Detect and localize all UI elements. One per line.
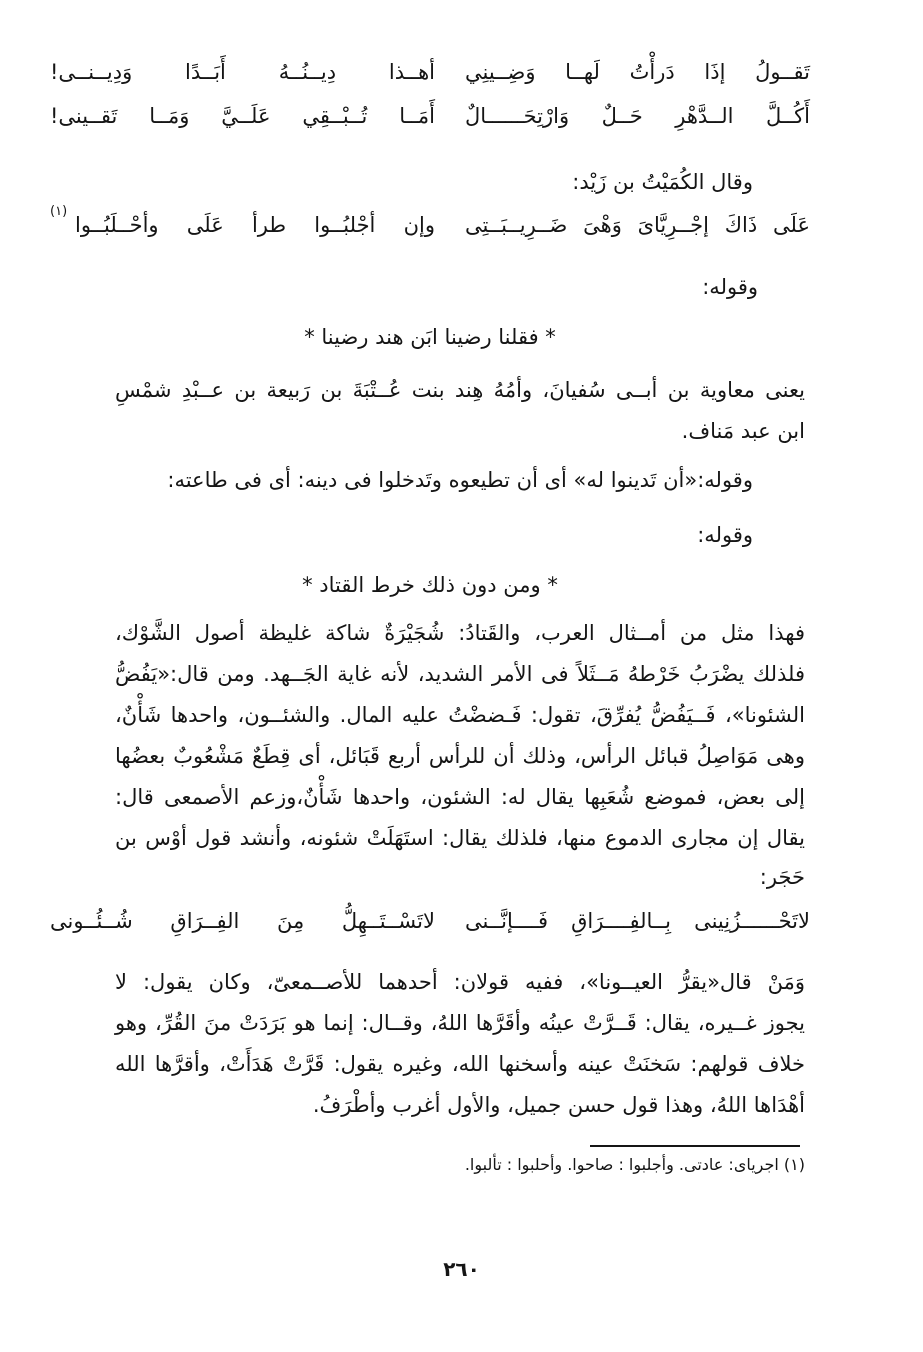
footnote-1: (١) اجرياى: عادتى. وأجلبوا : صاحوا. وأحلبوا : تألبوا. <box>464 1155 805 1174</box>
waqawluhu-2: وقوله: <box>697 523 753 547</box>
para-main-line-2: فلذلك يضْرَبُ خَرْطهُ مَــثَلاً فى الأمر الشديد، لأنه غاية الجَــهد. ومن قال:«يَفُضُّ <box>115 662 805 686</box>
para-muawiya-line-1: يعنى معاوية بن أبــى سُفيانَ، وأمُهُ هِند بنت عُــتْبَةَ بن رَبيعة بن عــبْدِ شمْسِ <box>115 378 805 402</box>
para-final-line-2: يجوز غــيره، يقال: قَــرَّتْ عينُه وأقَرَّها اللهُ، وقــال: إنما هو بَرَدَتْ منَ القُرِّ، وهو <box>115 1011 805 1035</box>
verse-hemistich-first: عَلَى ذَاكَ إجْــرِيَّاىَ وَهْىَ ضَــرِيــبَــتِى <box>465 213 810 237</box>
para-final-line-4: أهْدَاها اللهُ، وهذا قول حسن جميل، والأول أغرب وأطْرَفُ. <box>312 1093 805 1117</box>
quote-heading-2: * ومن دون ذلك خرط القتاد * <box>302 573 558 597</box>
para-final-line-3: خلاف قولهم: سَخنَتْ عينه وأسخنها الله، وغيره يقول: قَرَّتْ هَدَأَتْ، وأقرَّها الله <box>115 1052 805 1076</box>
footnote-marker: (١) <box>50 204 68 219</box>
verse-hemistich-second: أهــذا دِيــنُــهُ أَبَــدًا وَدِيــنــى! <box>50 60 435 84</box>
para-main-line-7: حَجَر: <box>759 865 805 889</box>
para-main-line-5: إلى بعض، فموضع شُعَبِها يقال له: الشئون، واحدها شَأْنٌ،وزعم الأصمعى قال: <box>115 785 805 809</box>
verse-line-1 <box>50 55 810 89</box>
page-number: ٢٦٠ <box>443 1257 480 1281</box>
quote-heading-1: * فقلنا رضينا ابَن هند رضينا * <box>304 325 556 349</box>
verse-kumait <box>50 204 810 242</box>
verse-hemistich-first: أَكُــلَّ الــدَّهْرِ حَــلٌ وَارْتِحَــــــالٌ <box>465 104 810 128</box>
verse-aws <box>50 904 810 938</box>
verse-hemistich-second: وإن أجْلبُــوا طرأ عَلَى وأحْــلَبُــوا <box>75 213 435 237</box>
para-main-line-1: فهذا مثل من أمــثال العرب، والقَتادُ: شُجَيْرَةٌ شاكة غليظة أصول الشَّوْك، <box>115 621 805 645</box>
para-main-line-6: يقال إن مجارى الدموع منها، فلذلك يقال: استَهَلَتْ شئونه، وأنشد قول أوْس بن <box>115 826 805 850</box>
verse-hemistich-second: أَمَــا تُــبْــقِي عَلَــيَّ وَمَــا تَقــينى! <box>50 104 435 128</box>
para-final-line-1: وَمَنْ قال«يقرُّ العيــونا»، ففيه قولان: أحدهما للأصــمعىّ، وكان يقول: لا <box>115 970 805 994</box>
verse-hemistich-first: تَقــولُ إذَا دَرأْتُ لَهــا وَضِــينِي <box>465 60 810 84</box>
intro-kumait: وقال الكُمَيْتُ بن زَيْد: <box>572 170 753 194</box>
waqawluhu-1: وقوله: <box>702 275 758 299</box>
para-main-line-3: الشئونا»، فَــيَفُضُّ يُفرِّقَ، تقول: فَـضضْتُ عليه المال. والشئــون، واحدها شَأْنٌ، <box>115 703 805 727</box>
verse-hemistich-first: لاتَحْــــــزُنِينى بِــالفِــــرَاقِ فَــــإنَّــنى <box>465 909 810 933</box>
para-tadinu: وقوله:«أن تَدينوا له» أى أن تطيعوه وتَدخلوا فى دينه: أى فى طاعته: <box>167 468 753 492</box>
para-muawiya-line-2: ابن عبد مَناف. <box>681 419 805 443</box>
verse-line-2 <box>50 99 810 133</box>
footnote-divider <box>590 1145 800 1147</box>
para-main-line-4: وهى مَوَاصِلُ قبائل الرأس، وذلك أن للرأس أربع قَبَائل، أى قِطَعٌ مَشْعُوبٌ بعضُها <box>115 744 805 768</box>
verse-hemistich-second: لاتَسْــتَــهِلُّ مِنَ الفِــرَاقِ شُــئُــونى <box>50 909 435 933</box>
